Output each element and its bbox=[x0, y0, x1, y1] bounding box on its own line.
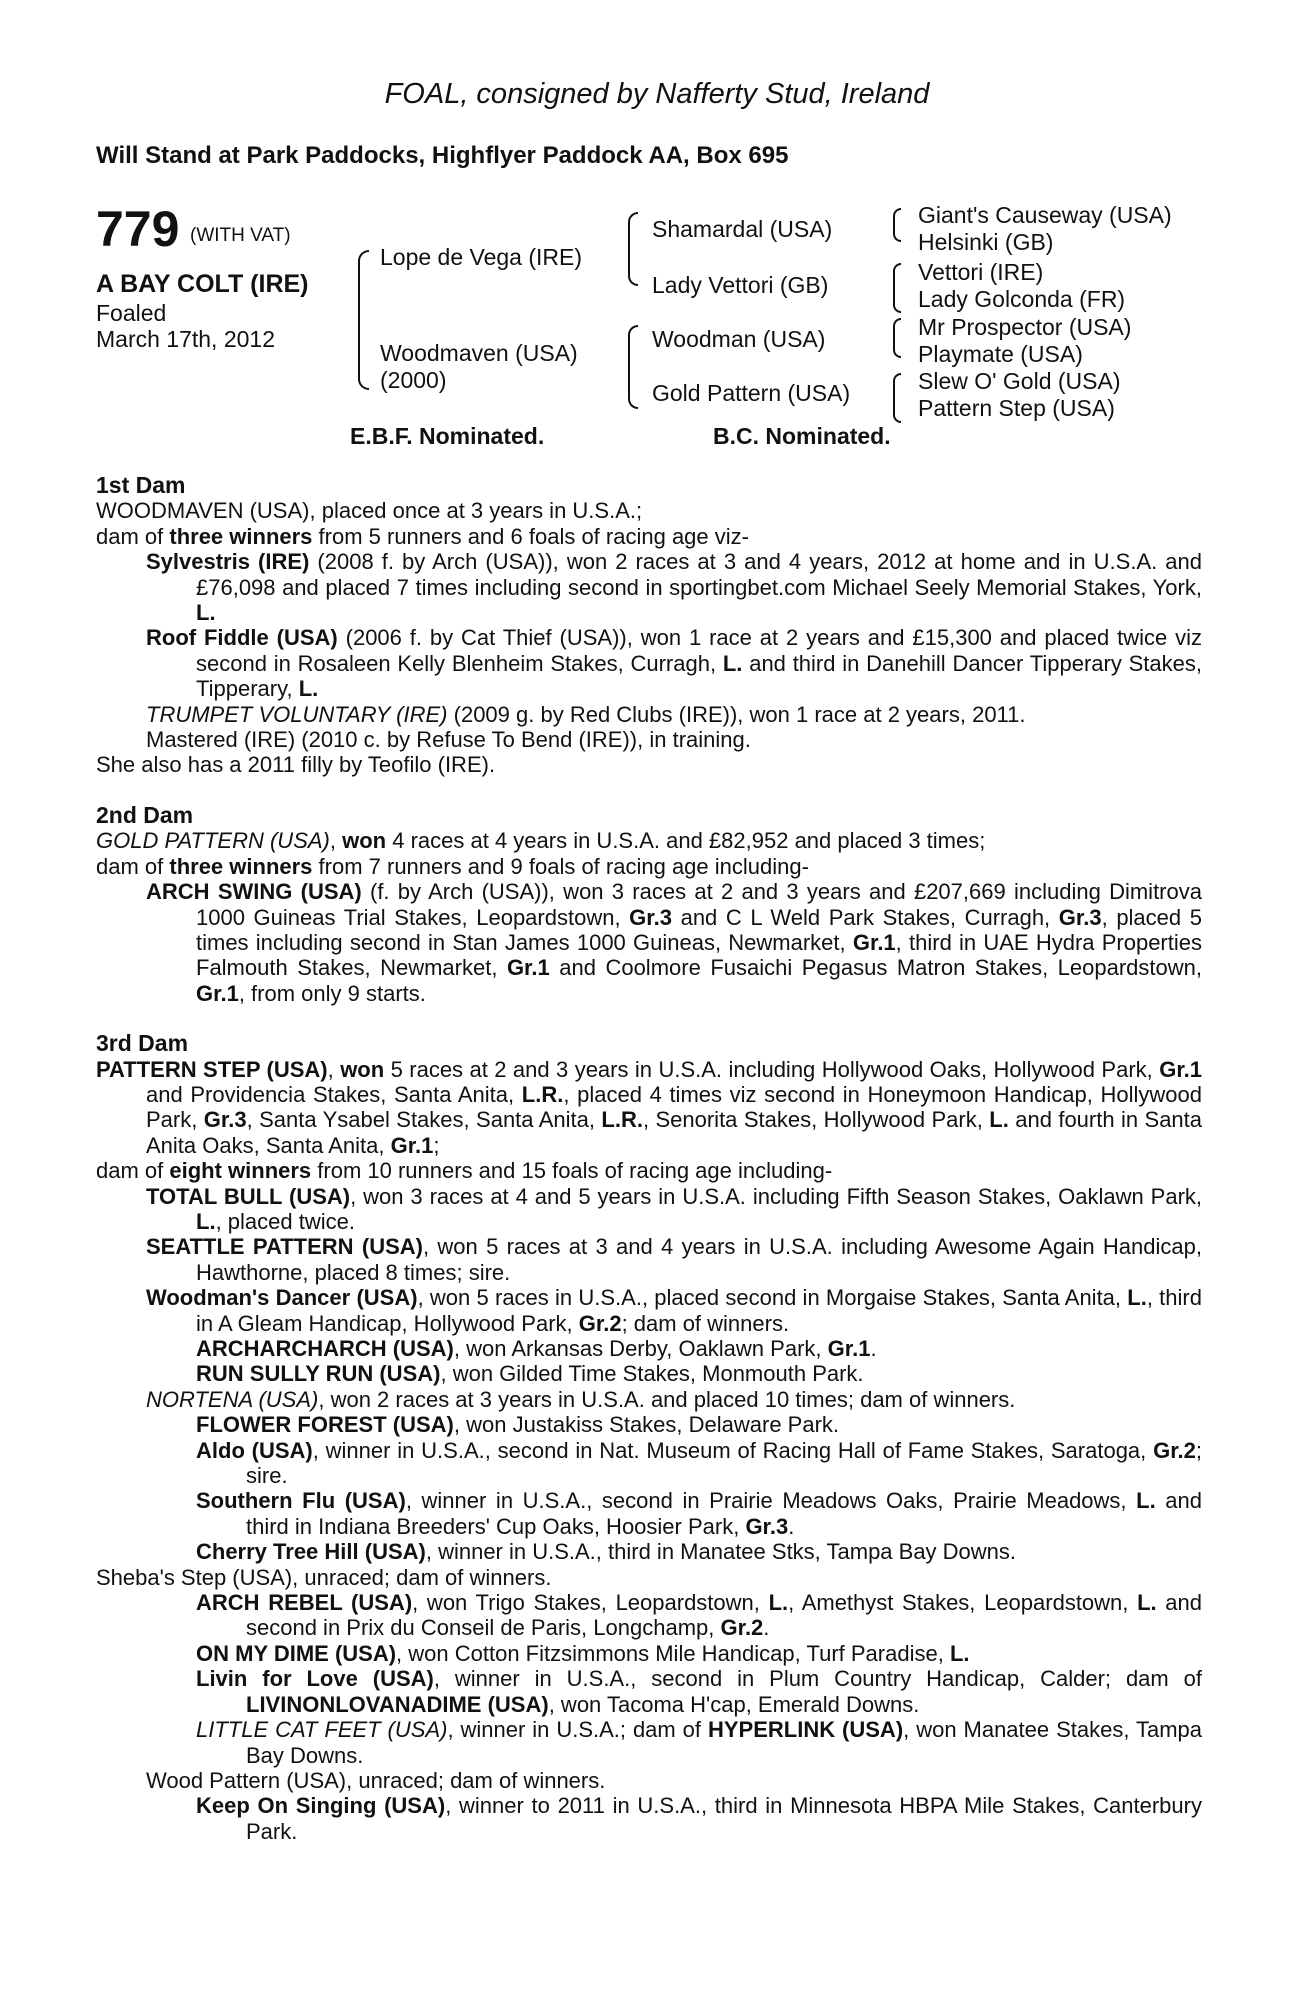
first-dam-also: She also has a 2011 filly by Teofilo (IRE). bbox=[96, 752, 496, 778]
foaled-label: Foaled bbox=[96, 300, 167, 326]
pedigree-brace-main bbox=[358, 250, 369, 390]
pedigree-g3-2: Helsinki (GB) bbox=[918, 229, 1054, 255]
third-dam-heading: 3rd Dam bbox=[96, 1030, 189, 1057]
pedigree-brace-sire bbox=[628, 212, 638, 286]
pedigree-g3-7: Slew O' Gold (USA) bbox=[918, 368, 1121, 394]
progeny-name: Sylvestris (IRE) bbox=[146, 549, 310, 575]
pedigree-g3-6: Playmate (USA) bbox=[918, 341, 1083, 367]
progeny-name: ARCH REBEL (USA) bbox=[196, 1590, 413, 1616]
first-dam-heading: 1st Dam bbox=[96, 472, 186, 498]
progeny-entry: SEATTLE PATTERN (USA), won 5 races at 3 and 4 years in U.S.A. including Awesome Again Handicap, Hawthorne, placed 8 times; sire. bbox=[146, 1234, 1202, 1285]
lot-number: 779 bbox=[96, 201, 180, 257]
second-dam-heading: 2nd Dam bbox=[96, 801, 194, 828]
progeny-entry: Wood Pattern (USA), unraced; dam of winners. bbox=[146, 1767, 606, 1793]
progeny-name: ON MY DIME (USA) bbox=[196, 1640, 397, 1666]
progeny-name: ARCHARCHARCH (USA) bbox=[196, 1336, 454, 1361]
first-dam-produce-summary: dam of three winners from 5 runners and 6 foals of racing age viz- bbox=[96, 523, 749, 549]
pedigree-dam-year: (2000) bbox=[380, 367, 447, 393]
progeny-entry: Sheba's Step (USA), unraced; dam of winners. bbox=[96, 1564, 552, 1590]
progeny-name: LITTLE CAT FEET (USA) bbox=[196, 1717, 448, 1743]
grand-progeny-entry: Livin for Love (USA), winner in U.S.A., second in Plum Country Handicap, Calder; dam of LIVINONLOVANADIME (USA), won Tacoma H'cap, Emerald Downs. bbox=[196, 1666, 1202, 1717]
grand-progeny-entry: LITTLE CAT FEET (USA), winner in U.S.A.; dam of HYPERLINK (USA), won Manatee Stakes, Tampa Bay Downs. bbox=[196, 1717, 1203, 1768]
grand-progeny-entry: Aldo (USA), winner in U.S.A., second in Nat. Museum of Racing Hall of Fame Stakes, Saratoga, Gr.2; sire. bbox=[196, 1437, 1203, 1489]
progeny-name: FLOWER FOREST (USA) bbox=[196, 1412, 454, 1438]
grand-progeny-entry: Southern Flu (USA), winner in U.S.A., second in Prairie Meadows Oaks, Prairie Meadows, L. and third in Indiana Breeders' Cup Oaks, Hoosier Park, Gr.3. bbox=[196, 1488, 1202, 1539]
lot-name: A BAY COLT (IRE) bbox=[96, 270, 309, 298]
grand-progeny-entry: Keep On Singing (USA), winner to 2011 in U.S.A., third in Minnesota HBPA Mile Stakes, Canterbury Park. bbox=[196, 1793, 1202, 1844]
progeny-name: Cherry Tree Hill (USA) bbox=[196, 1539, 426, 1565]
pedigree-sire: Lope de Vega (IRE) bbox=[380, 244, 583, 270]
progeny-name: TRUMPET VOLUNTARY (IRE) bbox=[146, 701, 448, 727]
grand-progeny-entry: Cherry Tree Hill (USA), winner in U.S.A., third in Manatee Stks, Tampa Bay Downs. bbox=[196, 1539, 1017, 1565]
consignor-subtitle: FOAL, consigned by Nafferty Stud, Ireland bbox=[384, 78, 930, 110]
pedigree-brace-g3-1 bbox=[893, 208, 901, 242]
pedigree-brace-dam bbox=[628, 325, 638, 409]
second-dam-line: GOLD PATTERN (USA), won 4 races at 4 years in U.S.A. and £82,952 and placed 3 times; bbox=[96, 828, 986, 854]
progeny-name: TOTAL BULL (USA) bbox=[146, 1183, 351, 1209]
pedigree-sire-dam: Lady Vettori (GB) bbox=[652, 272, 829, 298]
third-dam-line: PATTERN STEP (USA), won 5 races at 2 and 3 years in U.S.A. including Hollywood Oaks, Hollywood Park, Gr.1 and Providencia Stakes, Santa Anita, L.R., placed 4 times viz second in Honeymoon Handicap, Hollywood Park, Gr.3, Santa Ysabel Stakes, Santa Anita, L.R., Senorita Stakes, Hollywood Park, L. and fourth in Santa Anita Oaks, Santa Anita, Gr.1; bbox=[96, 1056, 1203, 1158]
progeny-name: Keep On Singing (USA) bbox=[196, 1793, 446, 1819]
pedigree-g3-8: Pattern Step (USA) bbox=[918, 395, 1115, 421]
grand-progeny-entry: ON MY DIME (USA), won Cotton Fitzsimmons Mile Handicap, Turf Paradise, L. bbox=[196, 1640, 970, 1666]
pedigree-g3-5: Mr Prospector (USA) bbox=[918, 314, 1132, 340]
third-dam-produce-summary: dam of eight winners from 10 runners and 15 foals of racing age including- bbox=[96, 1158, 833, 1184]
grand-progeny-entry: ARCHARCHARCH (USA), won Arkansas Derby, Oaklawn Park, Gr.1. bbox=[196, 1336, 877, 1361]
progeny-name: ARCH SWING (USA) bbox=[146, 879, 362, 905]
first-dam-line: WOODMAVEN (USA), placed once at 3 years in U.S.A.; bbox=[96, 498, 643, 524]
foaled-date: March 17th, 2012 bbox=[96, 326, 276, 352]
stand-location: Will Stand at Park Paddocks, Highflyer Paddock AA, Box 695 bbox=[96, 142, 789, 169]
ebf-nominated: E.B.F. Nominated. bbox=[350, 423, 545, 449]
progeny-entry: ARCH SWING (USA) (f. by Arch (USA)), won 3 races at 2 and 3 years and £207,669 including Dimitrova 1000 Guineas Trial Stakes, Leopardstown, Gr.3 and C L Weld Park Stakes, Curragh, Gr.3, placed 5 times including second in Stan James 1000 Guineas, Newmarket, Gr.1, third in UAE Hydra Properties Falmouth Stakes, Newmarket, Gr.1 and Coolmore Fusaichi Pegasus Matron Stakes, Leopardstown, Gr.1, from only 9 starts. bbox=[146, 879, 1202, 1006]
progeny-entry: Woodman's Dancer (USA), won 5 races in U.S.A., placed second in Morgaise Stakes, Santa Anita, L., third in A Gleam Handicap, Hollywood Park, Gr.2; dam of winners. bbox=[146, 1285, 1202, 1336]
dam-family-section bbox=[96, 473, 1202, 1844]
progeny-name: Livin for Love (USA) bbox=[196, 1666, 434, 1692]
grand-progeny-entry: ARCH REBEL (USA), won Trigo Stakes, Leopardstown, L., Amethyst Stakes, Leopardstown, L. and second in Prix du Conseil de Paris, Longchamp, Gr.2. bbox=[196, 1590, 1203, 1641]
grand-progeny-entry: RUN SULLY RUN (USA), won Gilded Time Stakes, Monmouth Park. bbox=[196, 1361, 864, 1387]
grand-progeny-entry: FLOWER FOREST (USA), won Justakiss Stakes, Delaware Park. bbox=[196, 1412, 840, 1438]
progeny-entry: Mastered (IRE) (2010 c. by Refuse To Bend (IRE)), in training. bbox=[146, 727, 751, 753]
pedigree-brace-g3-3 bbox=[893, 318, 901, 358]
pedigree-brace-g3-2 bbox=[893, 263, 901, 313]
bc-nominated: B.C. Nominated. bbox=[713, 423, 891, 449]
progeny-name: SEATTLE PATTERN (USA) bbox=[146, 1234, 423, 1260]
progeny-entry: TRUMPET VOLUNTARY (IRE) (2009 g. by Red Clubs (IRE)), won 1 race at 2 years, 2011. bbox=[146, 701, 1026, 727]
progeny-name: Roof Fiddle (USA) bbox=[146, 625, 338, 651]
progeny-entry: Sylvestris (IRE) (2008 f. by Arch (USA)), won 2 races at 3 and 4 years, 2012 at home and in U.S.A. and £76,098 and placed 7 times including second in sportingbet.com Michael Seely Memorial Stakes, York, L. bbox=[146, 549, 1202, 626]
pedigree-sire-sire: Shamardal (USA) bbox=[652, 216, 833, 242]
pedigree-dam: Woodmaven (USA) bbox=[380, 340, 578, 366]
pedigree-dam-sire: Woodman (USA) bbox=[652, 326, 826, 352]
progeny-name: NORTENA (USA) bbox=[146, 1386, 319, 1412]
pedigree-dam-dam: Gold Pattern (USA) bbox=[652, 380, 851, 406]
progeny-name: Aldo (USA) bbox=[196, 1437, 313, 1463]
progeny-entry: Roof Fiddle (USA) (2006 f. by Cat Thief (USA)), won 1 race at 2 years and £15,300 and placed twice viz second in Rosaleen Kelly Blenheim Stakes, Curragh, L. and third in Danehill Dancer Tipperary Stakes, Tipperary, L. bbox=[146, 625, 1203, 702]
progeny-entry: NORTENA (USA), won 2 races at 3 years in U.S.A. and placed 10 times; dam of winners. bbox=[146, 1386, 1016, 1412]
lot-vat-note: (WITH VAT) bbox=[190, 225, 291, 246]
progeny-name: Woodman's Dancer (USA) bbox=[146, 1285, 418, 1311]
pedigree-brace-g3-4 bbox=[893, 373, 901, 423]
progeny-name: Southern Flu (USA) bbox=[196, 1488, 406, 1514]
pedigree-g3-1: Giant's Causeway (USA) bbox=[918, 202, 1172, 228]
progeny-name: RUN SULLY RUN (USA) bbox=[196, 1361, 441, 1387]
pedigree-g3-4: Lady Golconda (FR) bbox=[918, 286, 1126, 312]
progeny-entry: TOTAL BULL (USA), won 3 races at 4 and 5 years in U.S.A. including Fifth Season Stakes, Oaklawn Park, L., placed twice. bbox=[146, 1183, 1203, 1234]
second-dam-produce-summary: dam of three winners from 7 runners and 9 foals of racing age including- bbox=[96, 853, 809, 879]
pedigree-g3-3: Vettori (IRE) bbox=[918, 259, 1044, 285]
